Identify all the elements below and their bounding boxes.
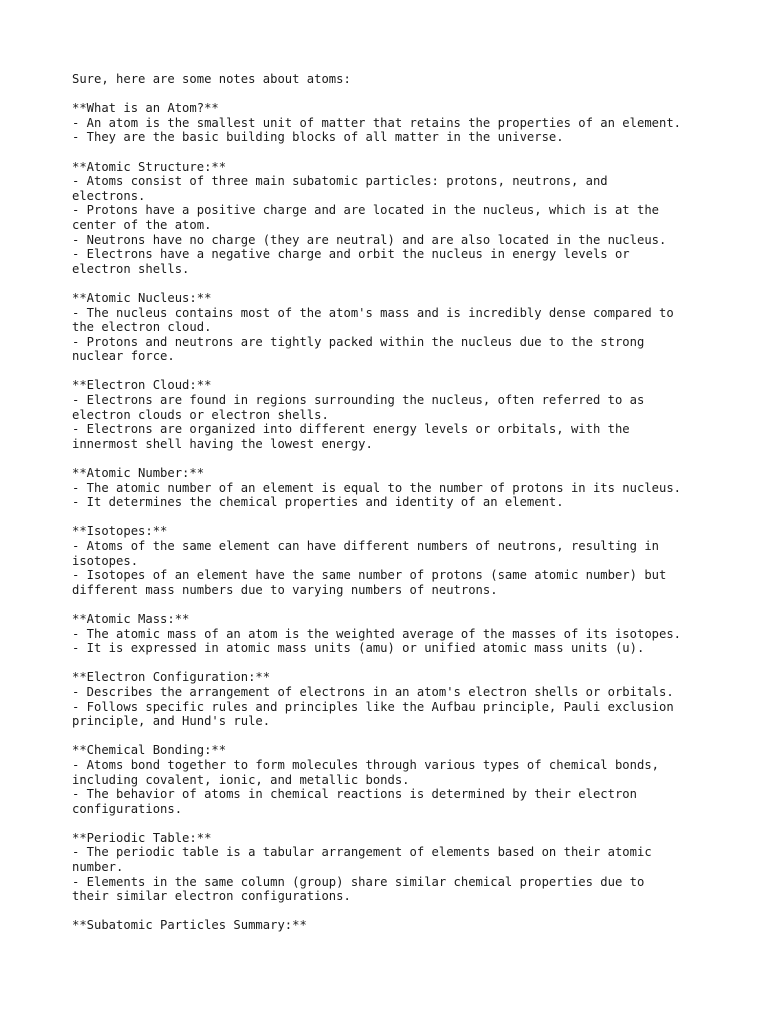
bullet-line: - Isotopes of an element have the same number of protons (same atomic number) but different mass numbers due to varying numbers of neutrons. (72, 568, 667, 597)
intro-text: Sure, here are some notes about atoms: (72, 72, 351, 86)
bullet-line: - Atoms of the same element can have different numbers of neutrons, resulting in isotopes. (72, 539, 659, 568)
bullet-line: - Electrons are organized into different energy levels or orbitals, with the innermost shell having the lowest energy. (72, 422, 630, 451)
notes-section (72, 524, 712, 597)
section-heading: **Atomic Structure:** (72, 159, 227, 174)
section-heading: **Electron Cloud:** (72, 378, 212, 393)
bullet-line: - It is expressed in atomic mass units (amu) or unified atomic mass units (u). (72, 641, 645, 656)
section-heading: **Electron Configuration:** (72, 670, 271, 685)
bullet-line: - The nucleus contains most of the atom's mass and is incredibly dense compared to the electron cloud. (72, 305, 674, 335)
bullet-line: - The atomic mass of an atom is the weighted average of the masses of its isotopes. (72, 626, 682, 641)
bullet-line: - An atom is the smallest unit of matter that retains the properties of an element. (72, 115, 682, 130)
notes-section (72, 291, 712, 364)
bullet-line: - Follows specific rules and principles like the Aufbau principle, Pauli exclusion principle, and Hund's rule. (72, 699, 674, 729)
bullet-line: - Atoms consist of three main subatomic particles: protons, neutrons, and electrons. (72, 174, 608, 203)
section-heading: **Periodic Table:** (72, 830, 212, 845)
notes-sections (72, 101, 712, 933)
bullet-line: - Electrons have a negative charge and orbit the nucleus in energy levels or electron shells. (72, 247, 630, 276)
bullet-line: - Atoms bond together to form molecules through various types of chemical bonds, including covalent, ionic, and metallic bonds. (72, 757, 659, 787)
section-heading: **Subatomic Particles Summary:** (72, 918, 307, 933)
bullet-line: - Protons have a positive charge and are located in the nucleus, which is at the center of the atom. (72, 203, 659, 232)
notes-section (72, 466, 712, 510)
bullet-line: - Describes the arrangement of electrons in an atom's electron shells or orbitals. (72, 684, 674, 699)
bullet-line: - They are the basic building blocks of all matter in the universe. (72, 130, 564, 145)
section-heading: **Atomic Mass:** (72, 611, 190, 626)
notes-section (72, 378, 712, 451)
section-heading: **Isotopes:** (72, 524, 168, 539)
bullet-line: - Protons and neutrons are tightly packed within the nucleus due to the strong nuclear force. (72, 334, 645, 364)
bullet-line: - The atomic number of an element is equal to the number of protons in its nucleus. (72, 480, 682, 495)
bullet-line: - The behavior of atoms in chemical reactions is determined by their electron configurations. (72, 787, 637, 816)
notes-section (72, 743, 712, 816)
document-page (72, 72, 712, 948)
section-heading: **Atomic Nucleus:** (72, 290, 212, 305)
bullet-line: - It determines the chemical properties and identity of an element. (72, 495, 564, 510)
notes-section (72, 670, 712, 728)
bullet-line: - Electrons are found in regions surrounding the nucleus, often referred to as electron clouds or electron shells. (72, 393, 645, 422)
notes-section (72, 918, 712, 933)
notes-section (72, 831, 712, 904)
section-heading: **Chemical Bonding:** (72, 743, 227, 758)
section-heading: **Atomic Number:** (72, 466, 205, 481)
bullet-line: - The periodic table is a tabular arrangement of elements based on their atomic number. (72, 845, 652, 875)
notes-section (72, 612, 712, 656)
section-heading: **What is an Atom?** (72, 101, 219, 116)
bullet-line: - Neutrons have no charge (they are neutral) and are also located in the nucleus. (72, 232, 667, 247)
notes-section (72, 101, 712, 145)
notes-section (72, 160, 712, 277)
bullet-line: - Elements in the same column (group) share similar chemical properties due to their similar electron configurations. (72, 874, 645, 904)
